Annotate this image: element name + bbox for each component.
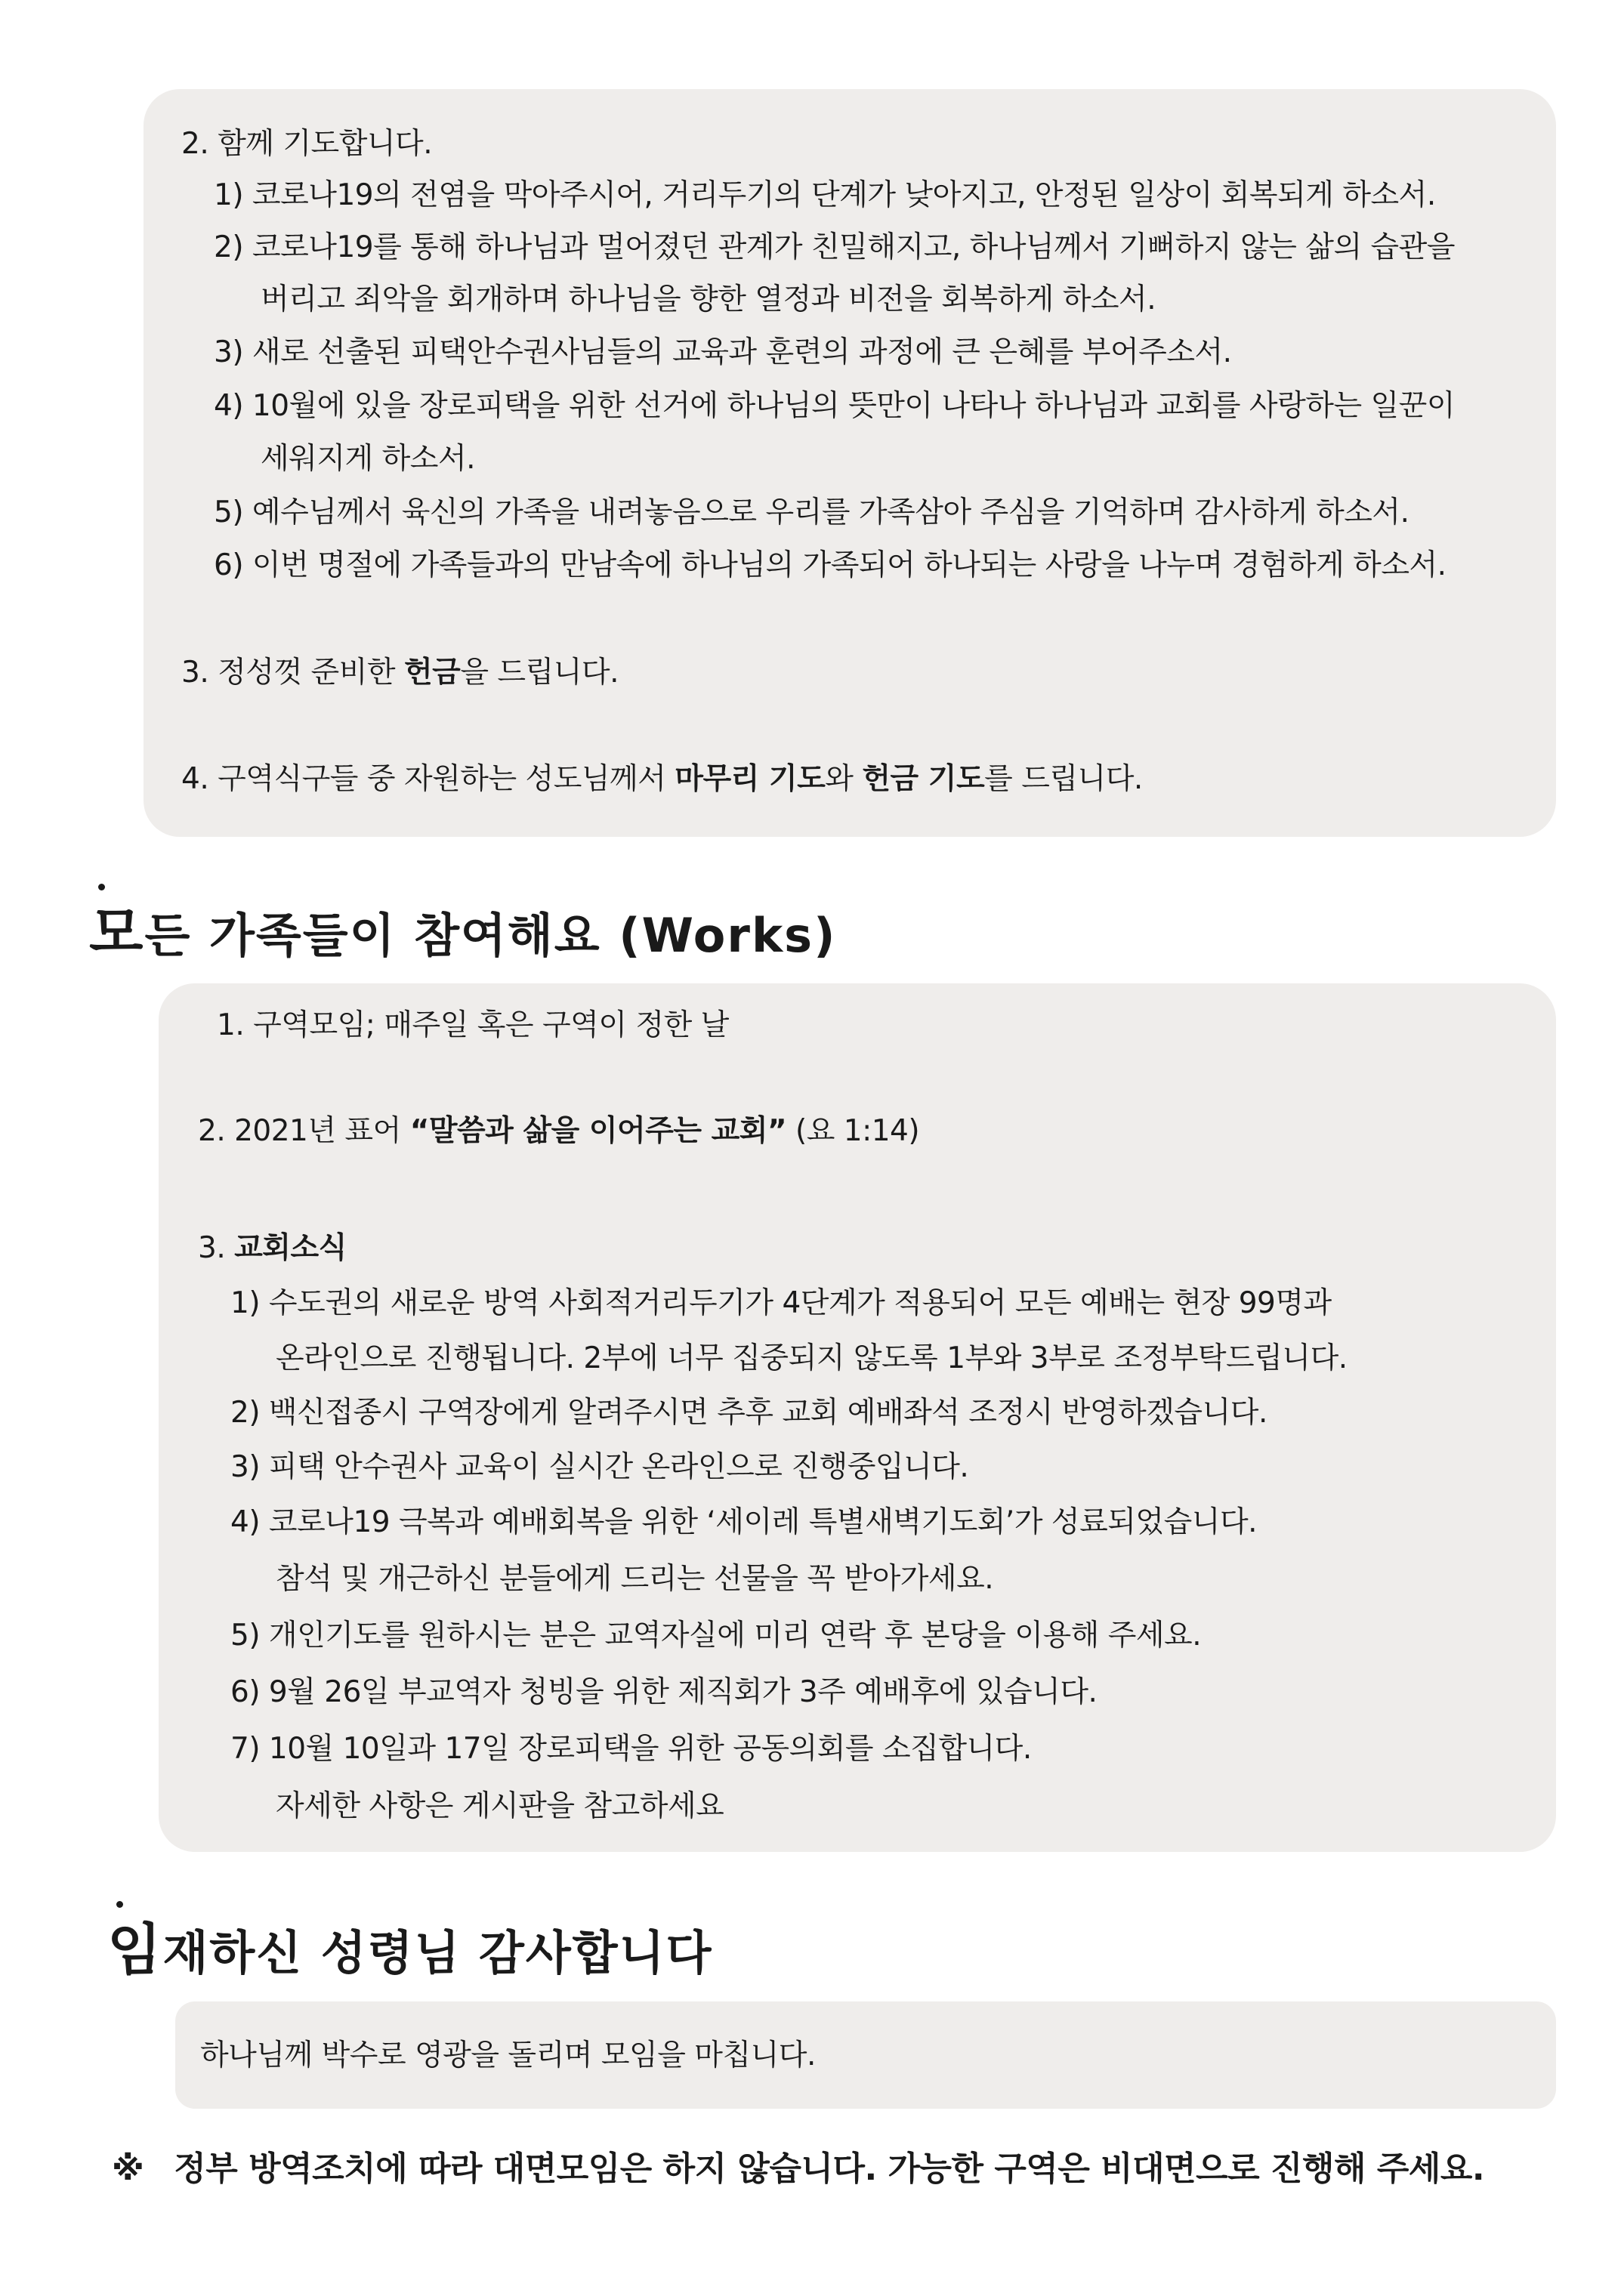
- spirit-heading-first: 임: [107, 1918, 163, 1983]
- prayer-item-5: 5) 예수님께서 육신의 가족을 내려놓음으로 우리를 가족삼아 주심을 기억하며 감사하게 하소서.: [214, 495, 1409, 529]
- news-item-2: 2) 백신접종시 구역장에게 알려주시면 추후 교회 예배좌석 조정시 반영하겠습니다.: [230, 1396, 1267, 1430]
- offering-suffix: 을 드립니다.: [460, 656, 619, 690]
- news-item-6: 6) 9월 26일 부교역자 청빙을 위한 제직회가 3주 예배후에 있습니다.: [230, 1675, 1098, 1709]
- prayer-item-1: 1) 코로나19의 전염을 막아주시어, 거리두기의 단계가 낮아지고, 안정된 일상이 회복되게 하소서.: [214, 178, 1436, 212]
- offering-bold: 헌금: [403, 656, 461, 690]
- news-item-5: 5) 개인기도를 원하시는 분은 교역자실에 미리 연락 후 본당을 이용해 주세요.: [230, 1619, 1202, 1653]
- works-heading-first: 모: [89, 900, 145, 965]
- offering-prefix: 3. 정성껏 준비한: [181, 656, 404, 690]
- motto-text: “말씀과 삶을 이어주는 교회”: [409, 1114, 787, 1148]
- closing-bold-1: 마무리 기도: [675, 762, 826, 796]
- notice-mark: ※: [112, 2149, 144, 2188]
- prayer-title: 2. 함께 기도합니다.: [181, 127, 433, 161]
- news-item-1-cont: 온라인으로 진행됩니다. 2부에 너무 집중되지 않도록 1부와 3부로 조정부탁드립니다.: [276, 1341, 1348, 1375]
- spirit-text: 하나님께 박수로 영광을 돌리며 모임을 마칩니다.: [200, 2038, 816, 2072]
- spirit-heading-rest: 재하신 성령님 감사합니다: [162, 1925, 713, 1980]
- offering-line: [181, 656, 619, 690]
- works-heading: [89, 900, 837, 965]
- works-item-1: 1. 구역모임; 매주일 혹은 구역이 정한 날: [217, 1008, 729, 1042]
- news-item-7-cont: 자세한 사항은 게시판을 참고하세요: [276, 1789, 724, 1823]
- prayer-item-6: 6) 이번 명절에 가족들과의 만남속에 하나님의 가족되어 하나되는 사랑을 나누며 경험하게 하소서.: [214, 548, 1446, 582]
- closing-bold-2: 헌금 기도: [862, 762, 985, 796]
- news-number: 3.: [198, 1231, 235, 1265]
- spirit-heading: [107, 1918, 713, 1983]
- closing-prefix: 4. 구역식구들 중 자원하는 성도님께서: [181, 762, 675, 796]
- prayer-item-4-cont: 세워지게 하소서.: [261, 442, 476, 476]
- works-item-3: [198, 1233, 347, 1263]
- news-item-4-cont: 참석 및 개근하신 분들에게 드리는 선물을 꼭 받아가세요.: [276, 1562, 994, 1596]
- notice-line: [112, 2149, 1485, 2188]
- closing-prayer-line: [181, 764, 1143, 794]
- news-item-1: 1) 수도권의 새로운 방역 사회적거리두기가 4단계가 적용되어 모든 예배는 현장 99명과: [230, 1286, 1332, 1320]
- closing-suffix: 를 드립니다.: [984, 762, 1143, 796]
- prayer-item-2-cont: 버리고 죄악을 회개하며 하나님을 향한 열정과 비전을 회복하게 하소서.: [261, 282, 1156, 316]
- motto-prefix: 2. 2021년 표어: [198, 1114, 410, 1148]
- prayer-item-2: 2) 코로나19를 통해 하나님과 멀어졌던 관계가 친밀해지고, 하나님께서 기뻐하지 않는 삶의 습관을: [214, 230, 1456, 264]
- works-heading-rest: 든 가족들이 참여해요 (Works): [144, 908, 837, 963]
- motto-suffix: (요 1:14): [786, 1114, 920, 1148]
- notice-text: 정부 방역조치에 따라 대면모임은 하지 않습니다. 가능한 구역은 비대면으로 진행해 주세요.: [174, 2149, 1485, 2188]
- news-item-7: 7) 10월 10일과 17일 장로피택을 위한 공동의회를 소집합니다.: [230, 1732, 1032, 1766]
- prayer-item-3: 3) 새로 선출된 피택안수권사님들의 교육과 훈련의 과정에 큰 은혜를 부어주소서.: [214, 335, 1232, 369]
- prayer-item-4: 4) 10월에 있을 장로피택을 위한 선거에 하나님의 뜻만이 나타나 하나님과 교회를 사랑하는 일꾼이: [214, 389, 1456, 423]
- news-item-3: 3) 피택 안수권사 교육이 실시간 온라인으로 진행중입니다.: [230, 1450, 969, 1484]
- closing-mid: 와: [825, 762, 863, 796]
- works-item-2: [198, 1116, 919, 1146]
- news-title: 교회소식: [234, 1231, 347, 1265]
- news-item-4: 4) 코로나19 극복과 예배회복을 위한 ‘세이레 특별새벽기도회’가 성료되었습니다.: [230, 1505, 1258, 1539]
